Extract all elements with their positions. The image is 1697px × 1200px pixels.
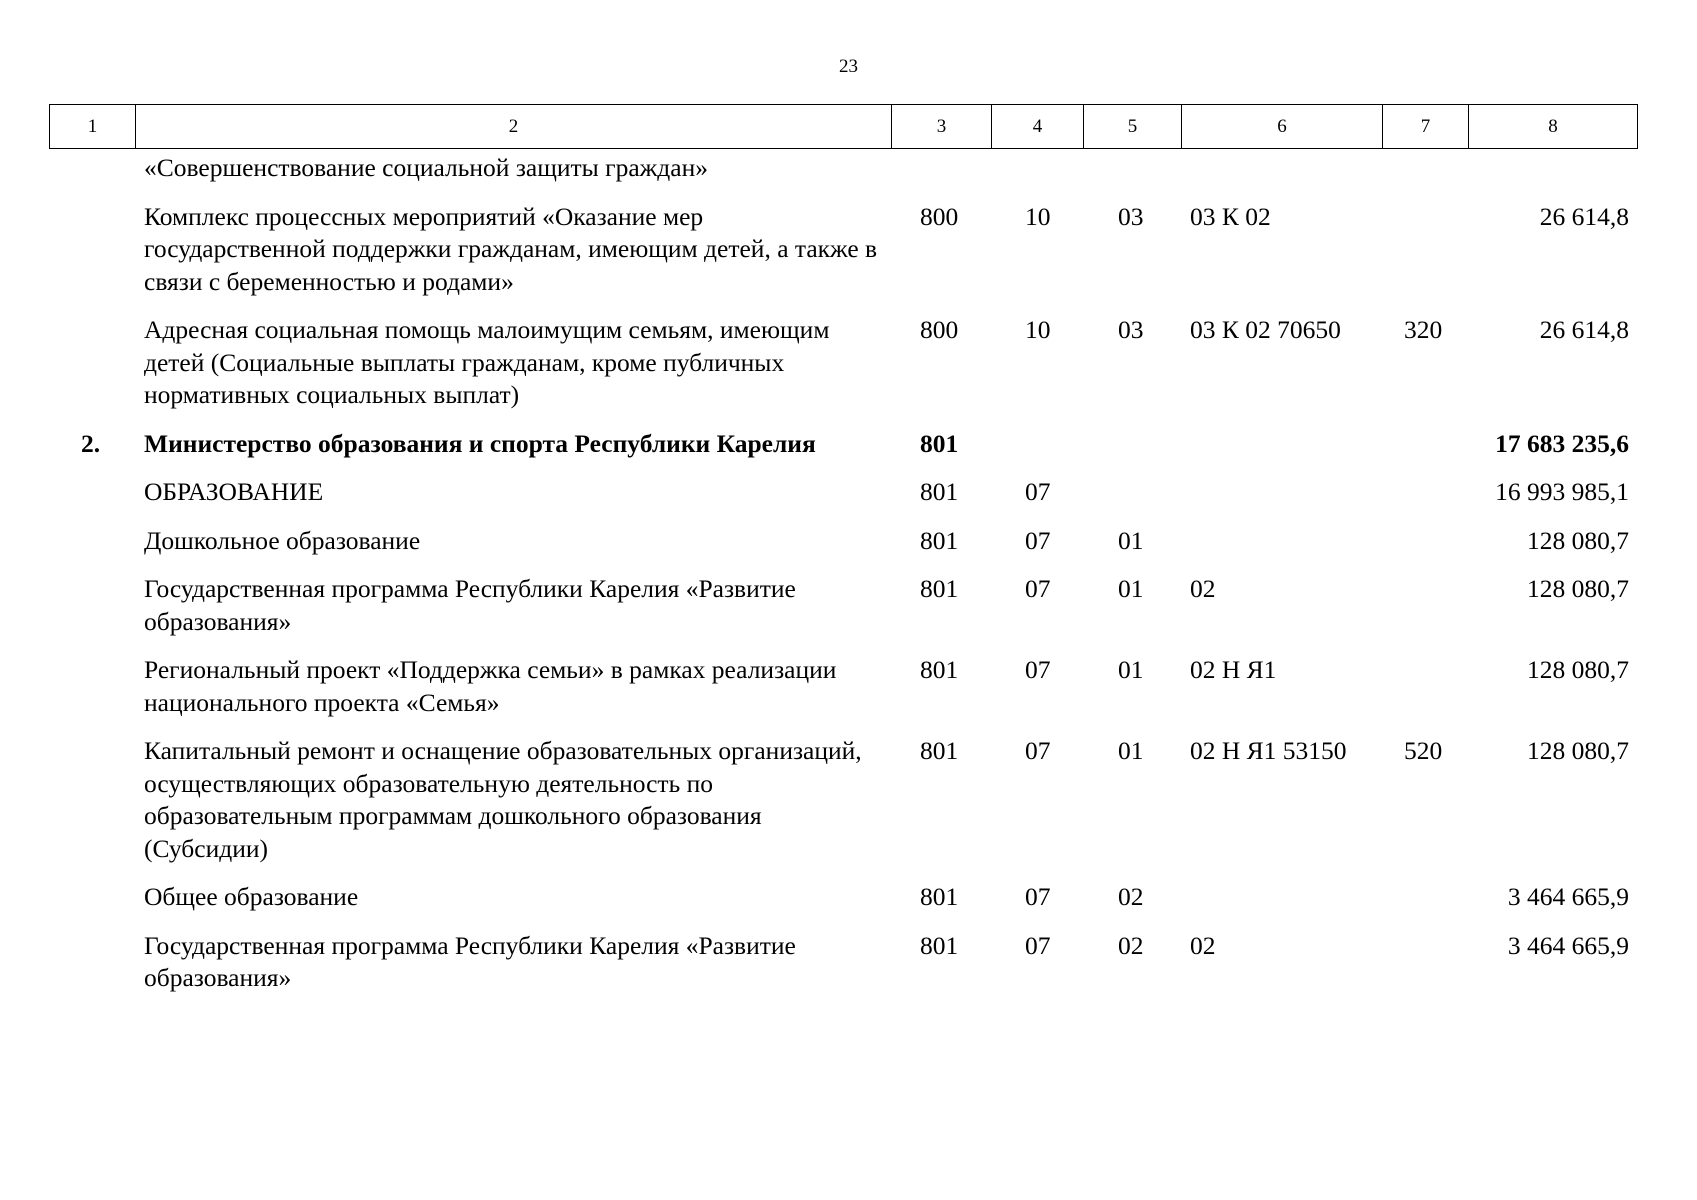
row-amount: 3 464 665,9 [1507,882,1629,911]
row-expense-type [1382,573,1468,654]
row-amount: 128 080,7 [1527,736,1629,765]
row-number [49,314,135,428]
row-section-code: 07 [1025,930,1051,960]
table-row [49,152,1637,201]
row-ministry-code: 801 [920,428,959,458]
row-name: Государственная программа Республики Карелия «Развитие образования» [144,574,796,636]
row-number: 2. [81,428,101,458]
row-expense-type [1382,476,1468,525]
row-target-article [1181,881,1382,930]
row-section-code: 07 [1025,882,1051,911]
budget-table [49,152,1637,1011]
column-number-header [49,104,1638,149]
row-section-code: 07 [1025,736,1051,765]
table-row [49,573,1637,654]
row-subsection-code [1083,428,1181,477]
row-subsection-code: 03 [1118,201,1144,231]
table-row [49,930,1637,1011]
table-row [49,525,1637,574]
row-subsection-code: 02 [1118,930,1144,960]
row-section-code: 07 [1025,525,1051,555]
row-name: Министерство образования и спорта Республики Карелия [144,428,816,458]
row-expense-type [1382,930,1468,1011]
row-target-article: 02 [1190,574,1216,603]
row-amount: 26 614,8 [1539,315,1629,344]
row-number [49,152,135,201]
row-subsection-code [1083,152,1181,201]
row-amount: 16 993 985,1 [1495,477,1629,506]
row-expense-type: 320 [1404,315,1443,344]
row-amount: 128 080,7 [1527,525,1629,555]
row-number [49,881,135,930]
header-col-3: 3 [892,105,992,149]
row-name: Региональный проект «Поддержка семьи» в рамках реализации национального проекта «Семья» [144,655,837,717]
row-section-code: 07 [1025,477,1051,506]
row-ministry-code [891,152,991,201]
row-section-code: 10 [1025,201,1051,231]
row-target-article: 02 Н Я1 53150 [1190,736,1347,765]
table-row [49,654,1637,735]
row-name: Комплекс процессных мероприятий «Оказание мер государственной поддержки гражданам, имеющим детей, а также в связи с беременностью и родами» [144,201,878,296]
table-row [49,201,1637,315]
row-target-article [1181,428,1382,477]
row-ministry-code: 801 [920,655,959,684]
row-amount: 17 683 235,6 [1495,428,1629,458]
header-col-2: 2 [136,105,892,149]
row-ministry-code: 800 [920,315,959,344]
row-target-article: 03 К 02 [1190,201,1271,231]
row-expense-type [1382,428,1468,477]
header-col-5: 5 [1084,105,1182,149]
row-name: Капитальный ремонт и оснащение образовательных организаций, осуществляющих образовательную деятельность по образовательным программам дошкольного образования (Субсидии) [144,736,862,863]
row-number [49,654,135,735]
row-amount [1468,152,1637,201]
row-target-article: 02 Н Я1 [1190,655,1277,684]
row-number [49,573,135,654]
row-name: Адресная социальная помощь малоимущим семьям, имеющим детей (Социальные выплаты гражданам, кроме публичных нормативных социальных выплат) [144,315,830,409]
row-ministry-code: 801 [920,574,959,603]
row-section-code: 07 [1025,655,1051,684]
table-row [49,735,1637,881]
row-number [49,930,135,1011]
row-target-article: 02 [1190,930,1216,960]
row-section-code: 10 [1025,315,1051,344]
row-subsection-code: 01 [1118,655,1144,684]
row-ministry-code: 801 [920,736,959,765]
header-col-8: 8 [1469,105,1638,149]
header-col-1: 1 [50,105,136,149]
row-ministry-code: 801 [920,930,959,960]
row-subsection-code [1083,476,1181,525]
row-target-article [1181,476,1382,525]
row-target-article [1181,152,1382,201]
header-col-4: 4 [992,105,1084,149]
row-amount: 128 080,7 [1527,655,1629,684]
row-name: «Совершенствование социальной защиты граждан» [144,153,708,182]
row-section-code [991,428,1083,477]
row-amount: 26 614,8 [1539,201,1629,231]
header-col-7: 7 [1383,105,1469,149]
header-col-6: 6 [1182,105,1383,149]
row-expense-type [1382,881,1468,930]
row-expense-type [1382,525,1468,574]
row-target-article [1181,525,1382,574]
row-amount: 3 464 665,9 [1507,930,1629,960]
row-subsection-code: 01 [1118,736,1144,765]
row-expense-type [1382,201,1468,315]
row-ministry-code: 801 [920,477,959,506]
row-expense-type [1382,152,1468,201]
table-row [49,428,1637,477]
row-expense-type [1382,654,1468,735]
row-target-article: 03 К 02 70650 [1190,315,1341,344]
row-number [49,201,135,315]
row-amount: 128 080,7 [1527,574,1629,603]
row-section-code: 07 [1025,574,1051,603]
row-section-code [991,152,1083,201]
row-ministry-code: 801 [920,882,959,911]
row-name: Дошкольное образование [144,525,421,555]
page-number: 23 [839,56,858,77]
table-row [49,314,1637,428]
row-number [49,476,135,525]
row-name: ОБРАЗОВАНИЕ [144,477,324,506]
row-subsection-code: 01 [1118,574,1144,603]
row-ministry-code: 800 [920,201,959,231]
row-name: Общее образование [144,882,359,911]
table-row [49,476,1637,525]
row-number [49,735,135,881]
row-subsection-code: 02 [1118,882,1144,911]
row-expense-type: 520 [1404,736,1443,765]
row-subsection-code: 03 [1118,315,1144,344]
row-name: Государственная программа Республики Карелия «Развитие образования» [144,930,796,992]
table-row [49,881,1637,930]
row-number [49,525,135,574]
row-ministry-code: 801 [920,525,959,555]
row-subsection-code: 01 [1118,525,1144,555]
